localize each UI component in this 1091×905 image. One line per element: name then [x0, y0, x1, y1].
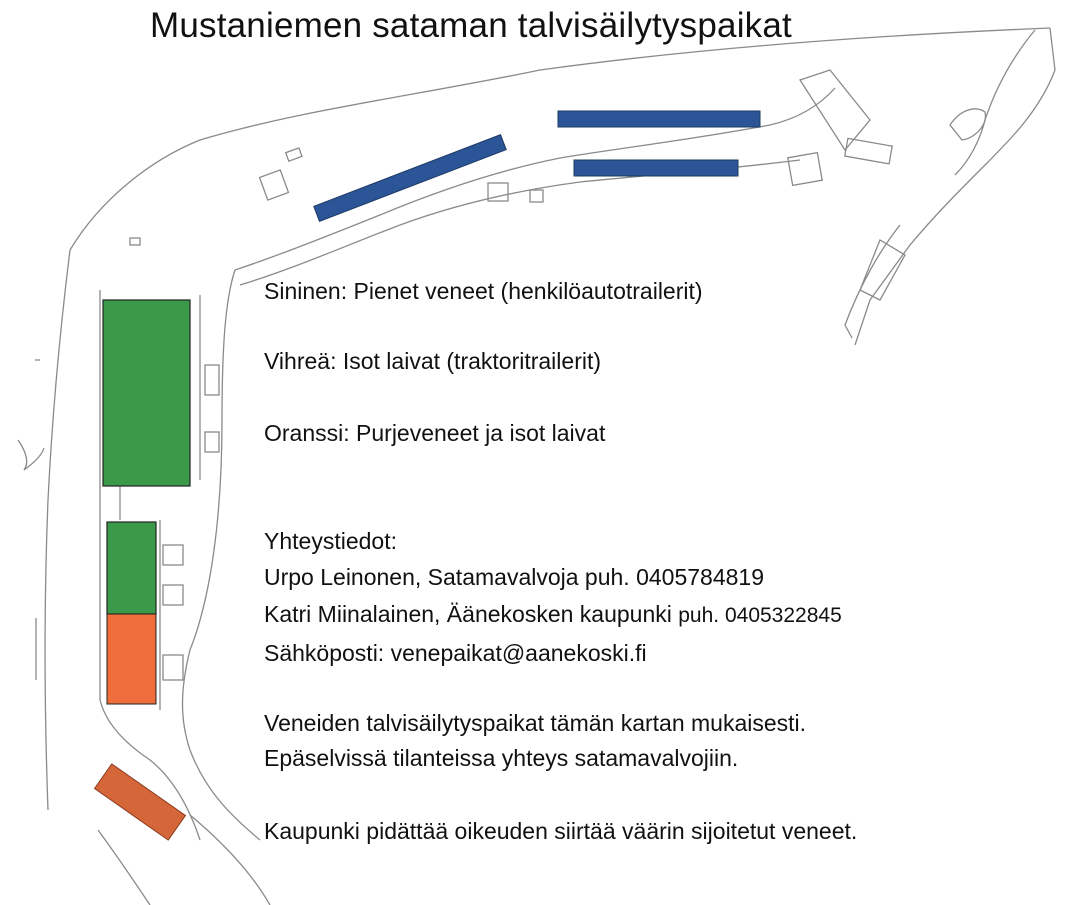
map-title: Mustaniemen sataman talvisäilytyspaikat — [150, 6, 792, 45]
contact-line-2-main: Katri Miinalainen, Äänekosken kaupunki — [264, 601, 679, 627]
green-zone-large — [103, 300, 190, 486]
orange-zone-diagonal — [95, 764, 186, 840]
contact-email: Sähköposti: venepaikat@aanekoski.fi — [264, 640, 647, 666]
legend-blue: Sininen: Pienet veneet (henkilöautotrailerit) — [264, 278, 703, 304]
contact-heading: Yhteystiedot: — [264, 528, 397, 554]
blue-zone-diagonal — [314, 135, 506, 222]
legend-orange: Oranssi: Purjeveneet ja isot laivat — [264, 420, 606, 446]
contact-line-2 — [264, 603, 842, 626]
orange-zone-left — [107, 614, 156, 704]
green-zone-small — [107, 522, 156, 614]
note-line-1: Veneiden talvisäilytyspaikat tämän kartan mukaisesti. — [264, 710, 807, 736]
contact-line-1: Urpo Leinonen, Satamavalvoja puh. 0405784819 — [264, 564, 764, 590]
note-line-2: Epäselvissä tilanteissa yhteys satamavalvojiin. — [264, 745, 739, 771]
contact-line-2-phone: puh. 0405322845 — [678, 604, 842, 627]
legend-green: Vihreä: Isot laivat (traktoritrailerit) — [264, 348, 602, 374]
blue-zone-top — [558, 111, 760, 127]
blue-zone-middle — [574, 160, 738, 176]
note-line-3: Kaupunki pidättää oikeuden siirtää väärin sijoitetut veneet. — [264, 818, 858, 844]
